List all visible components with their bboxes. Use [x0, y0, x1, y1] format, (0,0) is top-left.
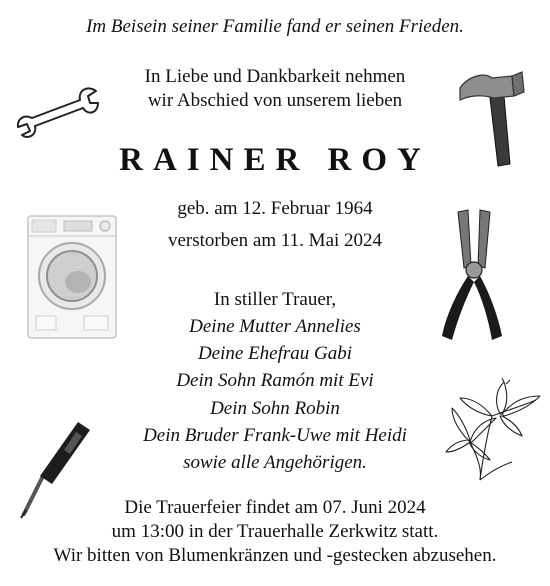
mourner-line: Deine Mutter Annelies: [189, 316, 361, 337]
funeral-line-2: um 13:00 in der Trauerhalle Zerkwitz statt.: [111, 521, 439, 542]
birth-date: geb. am 12. Februar 1964: [177, 198, 373, 219]
death-date: verstorben am 11. Mai 2024: [167, 230, 383, 251]
mourner-line: Dein Bruder Frank-Uwe mit Heidi: [143, 425, 407, 446]
pliers-icon: [434, 204, 514, 344]
lily-icon: [444, 378, 544, 482]
mourner-line: Dein Sohn Robin: [210, 398, 340, 419]
mourner-line: Dein Sohn Ramón mit Evi: [176, 370, 374, 391]
mourning-heading: In stiller Trauer,: [213, 289, 337, 310]
mourner-line: sowie alle Angehörigen.: [183, 452, 367, 473]
funeral-line-3: Wir bitten von Blumenkränzen und -gestecken abzusehen.: [53, 545, 497, 566]
hammer-icon: [450, 66, 528, 170]
quote: Im Beisein seiner Familie fand er seinen Frieden.: [86, 16, 464, 37]
screwdriver-icon: [12, 418, 92, 520]
wrench-icon: [14, 86, 100, 138]
mourner-line: Deine Ehefrau Gabi: [197, 343, 353, 364]
deceased-name: RAINER ROY: [119, 142, 431, 178]
intro-line-2: wir Abschied von unserem lieben: [147, 90, 403, 111]
intro-line-1: In Liebe und Dankbarkeit nehmen: [144, 66, 406, 87]
funeral-line-1: Die Trauerfeier findet am 07. Juni 2024: [124, 497, 426, 518]
washing-machine-icon: [24, 212, 124, 342]
